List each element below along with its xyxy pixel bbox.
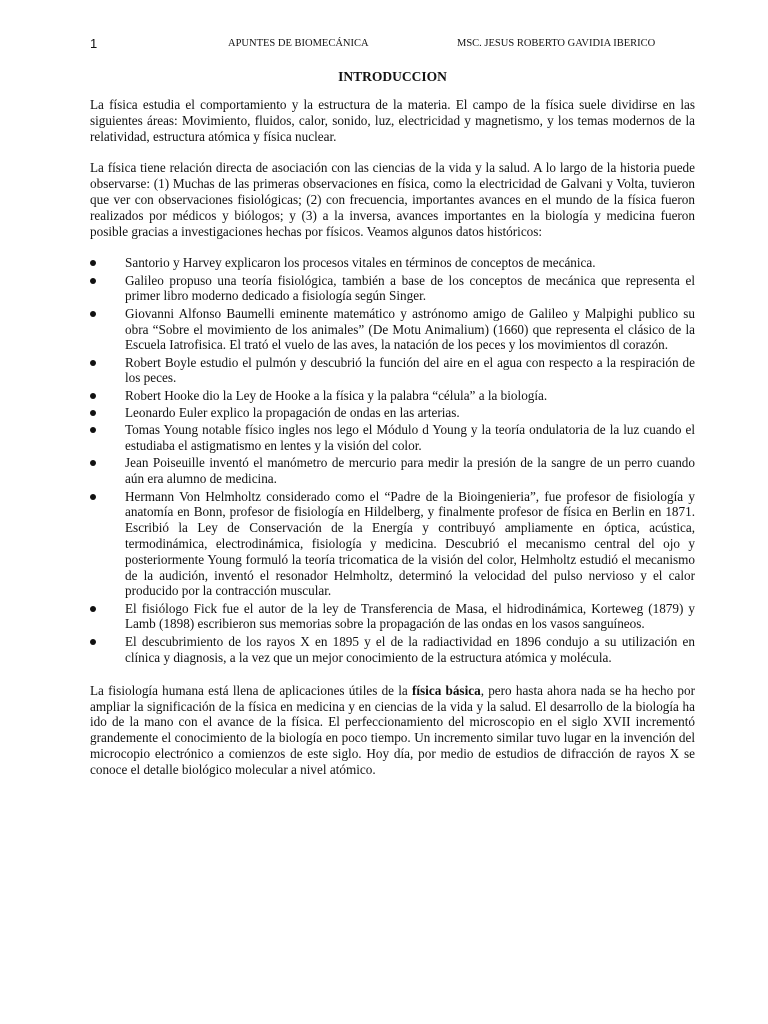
bullet-icon: [90, 360, 96, 366]
list-item-text: Galileo propuso una teoría fisiológica, también a base de los conceptos de mecánica que representa el primer libro moderno dedicado a fisiología según Singer.: [125, 272, 695, 304]
list-item: [90, 601, 695, 633]
bullet-icon: [90, 393, 96, 399]
bullet-icon: [90, 639, 96, 645]
paragraph-history: La física tiene relación directa de asociación con las ciencias de la vida y la salud. A lo largo de la historia puede observarse: (1) Muchas de las primeras observaciones en física, como la electricidad de Galvani y Volta, tuvieron que ver con observaciones fisiológicas; (2) con frecuencia, importantes avances en el mundo de la física fueron realizados por médicos y biólogos; y (3) a la inversa, avances importantes en la biología y medicina fueron posible gracias a investigaciones hechas por físicos. Veamos algunos datos históricos:: [90, 160, 695, 239]
list-item-text: Leonardo Euler explico la propagación de ondas en las arterias.: [125, 405, 460, 421]
bullet-icon: [90, 311, 96, 317]
paragraph-intro: La física estudia el comportamiento y la estructura de la materia. El campo de la física suele dividirse en las siguientes áreas: Movimiento, fluidos, calor, sonido, luz, electricidad y magnetismo, y los temas modernos de la relatividad, estructura atómica y física nuclear.: [90, 97, 695, 144]
document-title: INTRODUCCION: [338, 69, 447, 84]
list-item: [90, 489, 695, 600]
bullet-icon: [90, 410, 96, 416]
bullet-icon: [90, 460, 96, 466]
list-item: [90, 255, 695, 271]
list-item-text: El descubrimiento de los rayos X en 1895 y el de la radiactividad en 1896 condujo a su utilización en clínica y diagnosis, a la vez que un mejor conocimiento de la estructura atómica y molécula.: [125, 633, 695, 665]
list-item: [90, 422, 695, 454]
page-number: 1: [90, 36, 98, 51]
paragraph-physiology-start: La fisiología humana está llena de aplicaciones útiles de la: [90, 682, 412, 698]
list-item-text: El fisiólogo Fick fue el autor de la ley de Transferencia de Masa, el hidrodinámica, Korteweg (1879) y Lamb (1898) escribieron sus memorias sobre la propagación de las ondas en los vasos sanguíneos.: [125, 600, 695, 632]
list-item-text: Hermann Von Helmholtz considerado como el “Padre de la Bioingenieria”, fue profesor de fisiología y anatomía en Bonn, profesor de fisiología en Hildelberg, y finalmente profesor de física en Berlin en 1871. Escribió la Ley de Conservación de la Energía y contribuyó ampliamente en óptica, acústica, termodinámica, electrodinámica, fisiología y medicina. Descubrió el mecanismo central del ojo y posteriormente Young formuló la teoría tricomatica de la visión del color, Helmholtz estudió el mecanismo de la audición, inventó el resonador Helmholtz, determinó la velocidad del pulso nervioso y el calor producido por la contracción muscular.: [125, 488, 695, 599]
bullet-icon: [90, 427, 96, 433]
list-item-text: Tomas Young notable físico ingles nos lego el Módulo d Young y la teoría ondulatoria de la luz cuando el estudiaba el astigmatismo en lentes y la visión del color.: [125, 422, 695, 454]
bullet-icon: [90, 606, 96, 612]
list-item: [90, 388, 695, 404]
page-header: [90, 36, 680, 52]
list-item: [90, 634, 695, 666]
header-title: APUNTES DE BIOMECÁNICA: [228, 38, 369, 49]
bullet-icon: [90, 278, 96, 284]
bold-term: física básica: [411, 682, 481, 698]
document-body: [90, 97, 695, 778]
historical-facts-list: [90, 255, 695, 665]
paragraph-physiology-end: , pero hasta ahora nada se ha hecho por ampliar la significación de la física en medicina y en ciencias de la vida y la salud. El desarrollo de la biología ha ido de la mano con el avance de la física. El perfeccionamiento del microscopio en el siglo XVII incrementó grandemente el conocimiento de la biología en poco tiempo. Un incremento similar tuvo lugar en la invención del microcopio electrónico a comienzos de este siglo. Hoy día, por medio de estudios de difracción de rayos X se conoce el detalle biológico molecular a nivel atómico.: [90, 682, 695, 777]
list-item: [90, 306, 695, 353]
list-item-text: Jean Poiseuille inventó el manómetro de mercurio para medir la presión de la sangre de un perro cuando aún era alumno de medicina.: [125, 455, 695, 487]
list-item-text: Giovanni Alfonso Baumelli eminente matemático y astrónomo amigo de Galileo y Malpighi publico su obra “Sobre el movimiento de los animales” (De Motu Animalium) (1660) que representa el clásico de la Escuela Iatrofisica. El trató el vuelo de las aves, la natación de los peces y los movimientos dl corazón.: [125, 305, 695, 353]
paragraph-physiology: [90, 683, 695, 778]
list-item: [90, 273, 695, 305]
list-item: [90, 405, 695, 421]
list-item: [90, 355, 695, 387]
list-item-text: Robert Boyle estudio el pulmón y descubrió la función del aire en el agua con respecto a la respiración de los peces.: [125, 354, 695, 386]
header-author: MSC. JESUS ROBERTO GAVIDIA IBERICO: [457, 38, 656, 49]
bullet-icon: [90, 260, 96, 266]
list-item-text: Robert Hooke dio la Ley de Hooke a la física y la palabra “célula” a la biología.: [125, 387, 548, 403]
list-item-text: Santorio y Harvey explicaron los procesos vitales en términos de conceptos de mecánica.: [125, 255, 596, 271]
bullet-icon: [90, 494, 96, 500]
list-item: [90, 455, 695, 487]
